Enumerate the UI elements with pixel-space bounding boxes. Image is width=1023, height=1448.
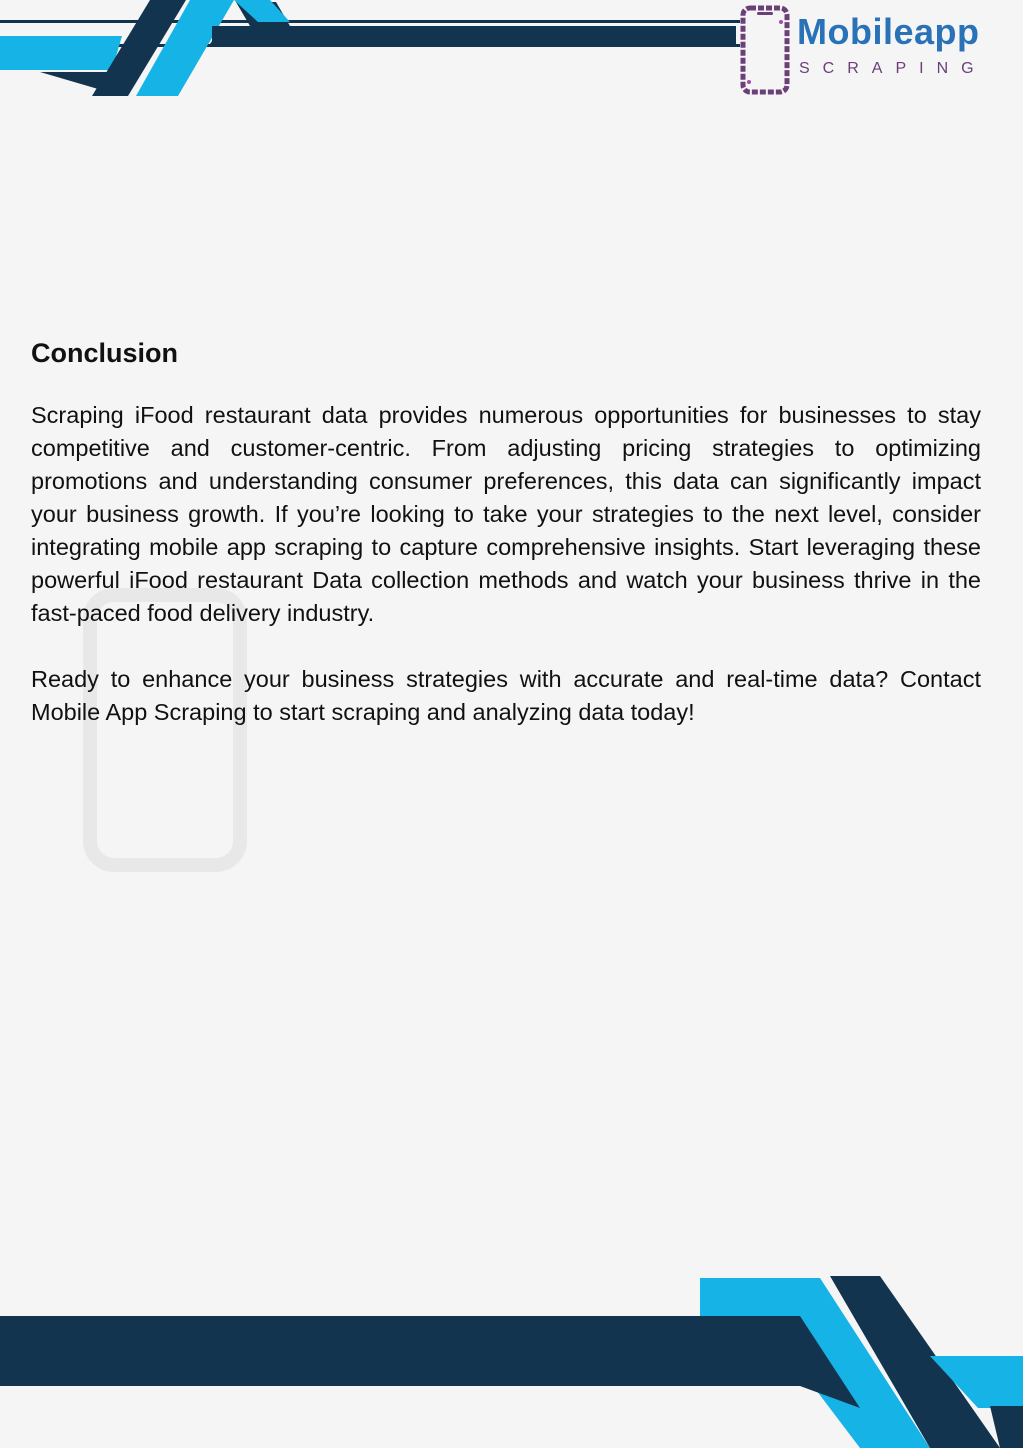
document-body xyxy=(31,337,981,762)
logo-subtitle: SCRAPING xyxy=(799,60,987,77)
section-heading: Conclusion xyxy=(31,338,178,368)
conclusion-paragraph: Scraping iFood restaurant data provides numerous opportunities for businesses to stay competitive and customer-centric. From adjusting pricing strategies to optimizing promotions and understanding consumer preferences, this data can significantly impact your business growth. If you’re looking to take your strategies to the next level, consider integrating mobile app scraping to capture comprehensive insights. Start leveraging these powerful iFood restaurant Data collection methods and watch your business thrive in the fast-paced food delivery industry. xyxy=(31,402,981,627)
footer-decoration xyxy=(0,1268,1023,1448)
phone-icon xyxy=(737,2,793,98)
call-to-action-paragraph: Ready to enhance your business strategies with accurate and real-time data? Contact Mobile App Scraping to start scraping and analyzing data today! xyxy=(31,666,981,726)
logo-wordmark: Mobileapp xyxy=(797,11,980,52)
brand-logo xyxy=(737,2,999,98)
